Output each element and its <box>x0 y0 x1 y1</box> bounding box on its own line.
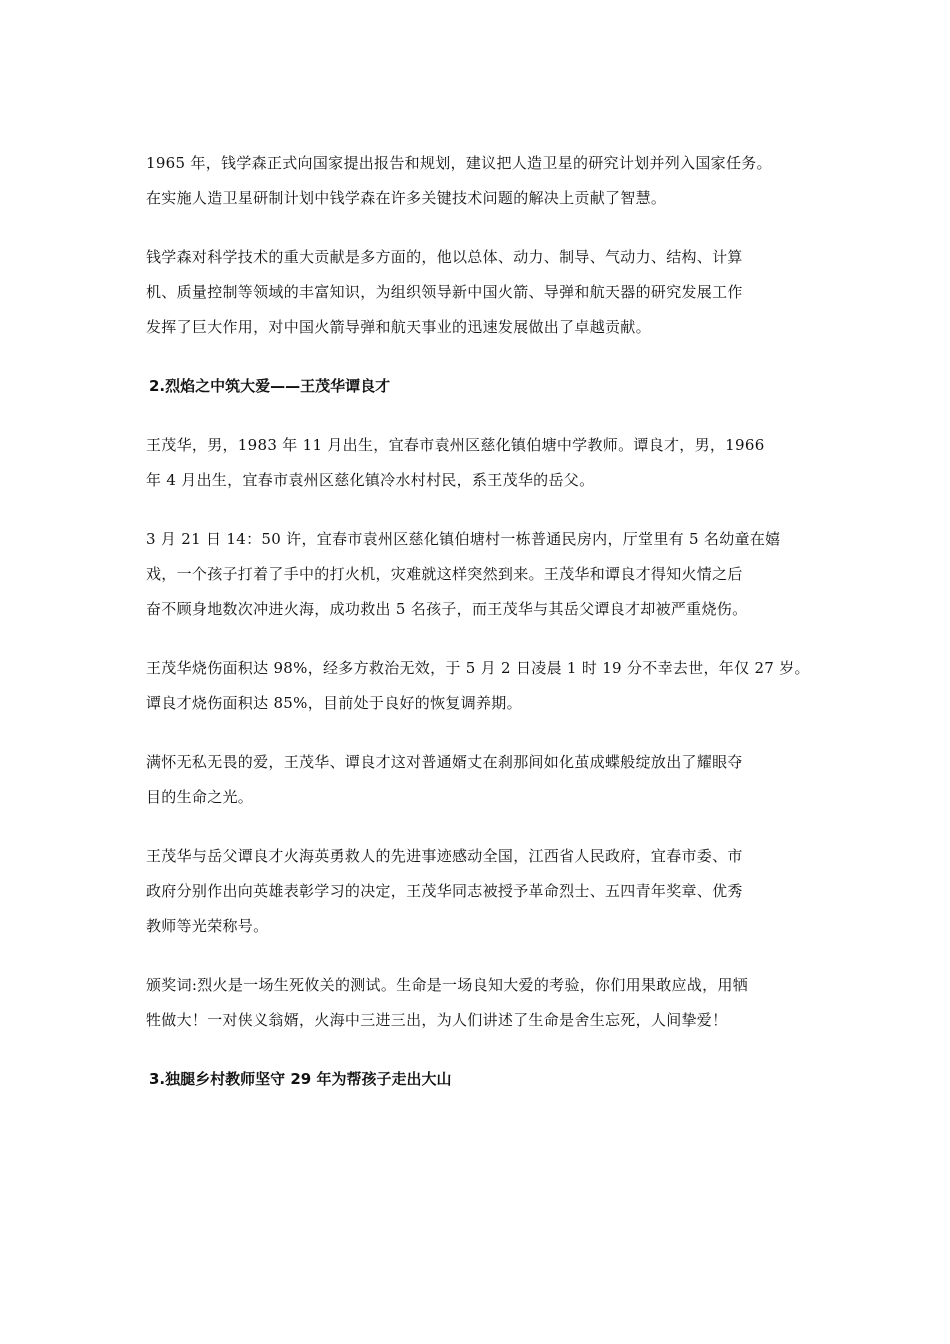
paragraph-love <box>146 745 826 815</box>
text-line: 王茂华，男，1983 年 11 月出生，宜春市袁州区慈化镇伯塘中学教师。谭良才，男，1966 <box>146 436 765 454</box>
paragraph-biography <box>146 428 826 498</box>
paragraph-honors <box>146 839 826 944</box>
paragraph-burns <box>146 651 826 721</box>
paragraph-fire-incident <box>146 522 826 627</box>
section-heading-2: 2.烈焰之中筑大爱——王茂华谭良才 <box>149 377 391 395</box>
paragraph-qian-satellite <box>146 146 826 216</box>
text-line: 政府分别作出向英雄表彰学习的决定，王茂华同志被授予革命烈士、五四青年奖章、优秀 <box>146 882 743 900</box>
paragraph-qian-contributions <box>146 240 826 345</box>
text-line: 发挥了巨大作用，对中国火箭导弹和航天事业的迅速发展做出了卓越贡献。 <box>146 318 651 336</box>
section-heading-3: 3.独腿乡村教师坚守 29 年为帮孩子走出大山 <box>149 1070 452 1088</box>
text-line: 满怀无私无畏的爱，王茂华、谭良才这对普通婿丈在刹那间如化茧成蝶般绽放出了耀眼夺 <box>146 753 743 771</box>
text-line: 钱学森对科学技术的重大贡献是多方面的，他以总体、动力、制导、气动力、结构、计算 <box>146 248 743 266</box>
text-line: 颁奖词:烈火是一场生死攸关的测试。生命是一场良知大爱的考验，你们用果敢应战，用牺 <box>146 976 749 994</box>
text-line: 奋不顾身地数次冲进火海，成功救出 5 名孩子，而王茂华与其岳父谭良才却被严重烧伤。 <box>146 600 748 618</box>
document-body <box>146 146 826 1097</box>
text-line: 王茂华烧伤面积达 98%，经多方救治无效，于 5 月 2 日凌晨 1 时 19 分不幸去世，年仅 27 岁。 <box>146 659 810 677</box>
text-line: 教师等光荣称号。 <box>146 917 269 935</box>
text-line: 牲做大！一对侠义翁婿，火海中三进三出，为人们讲述了生命是舍生忘死，人间挚爱！ <box>146 1011 728 1029</box>
text-line: 1965 年，钱学森正式向国家提出报告和规划，建议把人造卫星的研究计划并列入国家任务。 <box>146 154 772 172</box>
text-line: 戏，一个孩子打着了手中的打火机，灾难就这样突然到来。王茂华和谭良才得知火情之后 <box>146 565 743 583</box>
text-line: 在实施人造卫星研制计划中钱学森在许多关键技术问题的解决上贡献了智慧。 <box>146 189 667 207</box>
text-line: 王茂华与岳父谭良才火海英勇救人的先进事迹感动全国，江西省人民政府，宜春市委、市 <box>146 847 743 865</box>
text-line: 谭良才烧伤面积达 85%，目前处于良好的恢复调养期。 <box>146 694 522 712</box>
text-line: 3 月 21 日 14：50 许，宜春市袁州区慈化镇伯塘村一栋普通民房内，厅堂里有 5 名幼童在嬉 <box>146 530 781 548</box>
text-line: 目的生命之光。 <box>146 788 254 806</box>
text-line: 年 4 月出生，宜春市袁州区慈化镇冷水村村民，系王茂华的岳父。 <box>146 471 595 489</box>
paragraph-award-citation <box>146 968 826 1038</box>
text-line: 机、质量控制等领域的丰富知识，为组织领导新中国火箭、导弹和航天器的研究发展工作 <box>146 283 743 301</box>
